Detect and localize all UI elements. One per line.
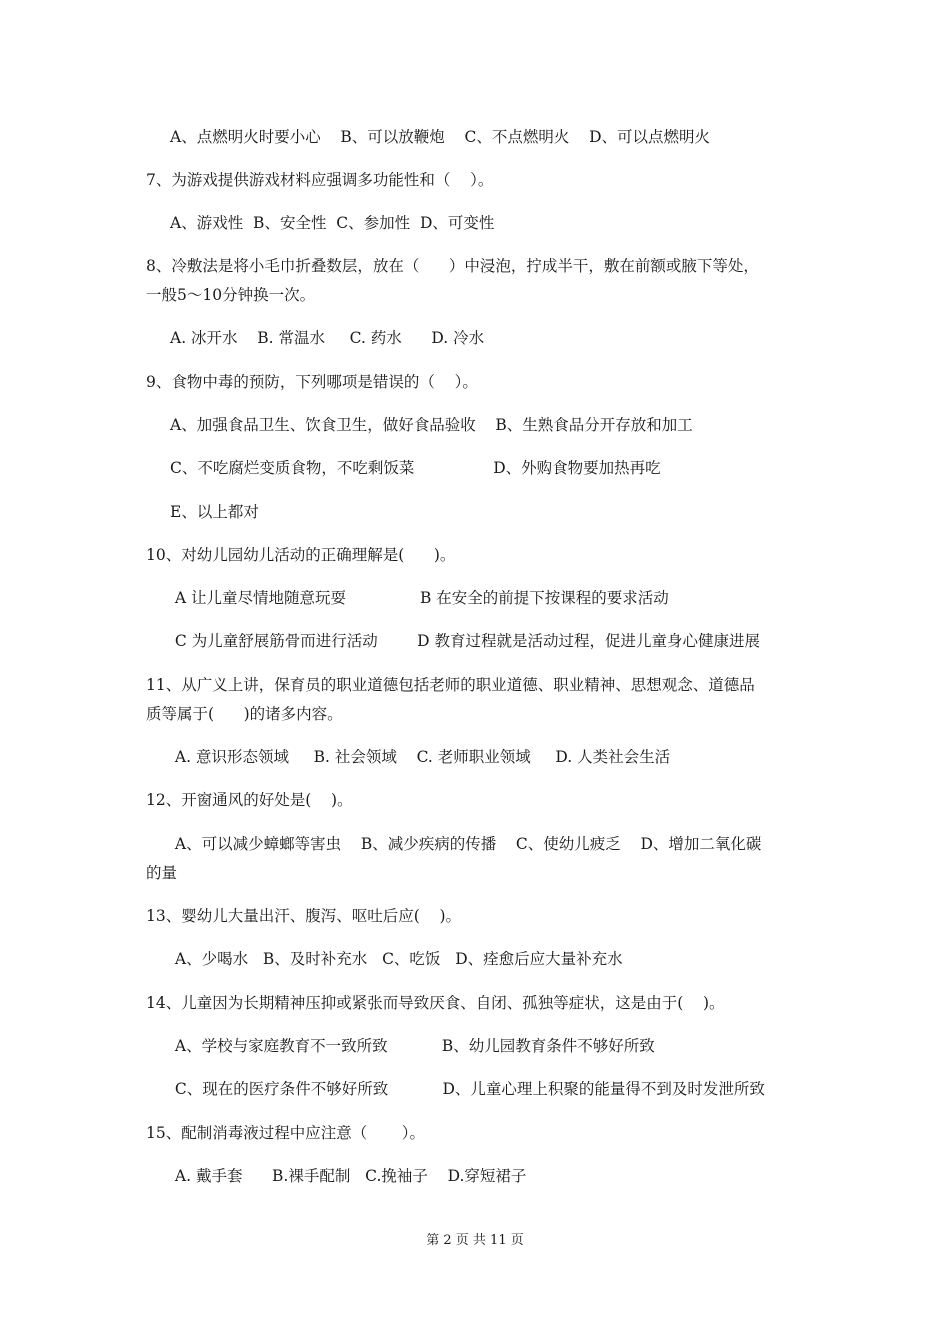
q11-options: A. 意识形态领域 B. 社会领域 C. 老师职业领域 D. 人类社会生活 — [170, 748, 671, 766]
q12-stem: 12、开窗通风的好处是( )。 — [146, 791, 353, 809]
q13-stem: 13、婴幼儿大量出汗、腹泻、呕吐后应( )。 — [146, 907, 462, 925]
q14-stem: 14、儿童因为长期精神压抑或紧张而导致厌食、自闭、孤独等症状，这是由于( )。 — [146, 994, 725, 1012]
q8-stem-line2: 一般5～10分钟换一次。 — [146, 286, 316, 304]
q7-stem: 7、为游戏提供游戏材料应强调多功能性和（ ）。 — [146, 171, 494, 189]
q6-options: A、点燃明火时要小心 B、可以放鞭炮 C、不点燃明火 D、可以点燃明火 — [170, 128, 710, 146]
q8-options: A. 冰开水 B. 常温水 C. 药水 D. 冷水 — [170, 329, 485, 347]
q14-options-row1: A、学校与家庭教育不一致所致 B、幼儿园教育条件不够好所致 — [170, 1037, 655, 1055]
q12-options-wrap: 的量 — [146, 864, 178, 882]
q9-options-row2: C、不吃腐烂变质食物，不吃剩饭菜 D、外购食物要加热再吃 — [170, 459, 661, 477]
q13-options: A、少喝水 B、及时补充水 C、吃饭 D、痊愈后应大量补充水 — [170, 950, 623, 968]
q14-options-row2: C、现在的医疗条件不够好所致 D、儿童心理上积聚的能量得不到及时发泄所致 — [170, 1080, 765, 1098]
q8-stem-line1: 8、冷敷法是将小毛巾折叠数层，放在（ ）中浸泡，拧成半干，敷在前额或腋下等处， — [146, 257, 759, 275]
q9-options-row3: E、以上都对 — [170, 503, 259, 521]
page-footer: 第 2 页 共 11 页 — [426, 1233, 524, 1248]
q11-stem-line2: 质等属于( )的诸多内容。 — [146, 705, 343, 723]
q10-options-row1: A 让儿童尽情地随意玩耍 B 在安全的前提下按课程的要求活动 — [170, 589, 669, 607]
q11-stem-line1: 11、从广义上讲，保育员的职业道德包括老师的职业道德、职业精神、思想观念、道德品 — [146, 676, 755, 694]
q15-stem: 15、配制消毒液过程中应注意（ ）。 — [146, 1124, 425, 1142]
q10-options-row2: C 为儿童舒展筋骨而进行活动 D 教育过程就是活动过程，促进儿童身心健康进展 — [170, 632, 760, 650]
q9-options-row1: A、加强食品卫生、饮食卫生，做好食品验收 B、生熟食品分开存放和加工 — [170, 416, 693, 434]
q15-options: A. 戴手套 B.裸手配制 C.挽袖子 D.穿短裙子 — [170, 1167, 527, 1185]
q10-stem: 10、对幼儿园幼儿活动的正确理解是( )。 — [146, 546, 456, 564]
q12-options: A、可以减少蟑螂等害虫 B、减少疾病的传播 C、使幼儿疲乏 D、增加二氧化碳 — [170, 835, 762, 853]
q7-options: A、游戏性 B、安全性 C、参加性 D、可变性 — [170, 214, 495, 232]
q9-stem: 9、食物中毒的预防，下列哪项是错误的（ ）。 — [146, 373, 478, 391]
